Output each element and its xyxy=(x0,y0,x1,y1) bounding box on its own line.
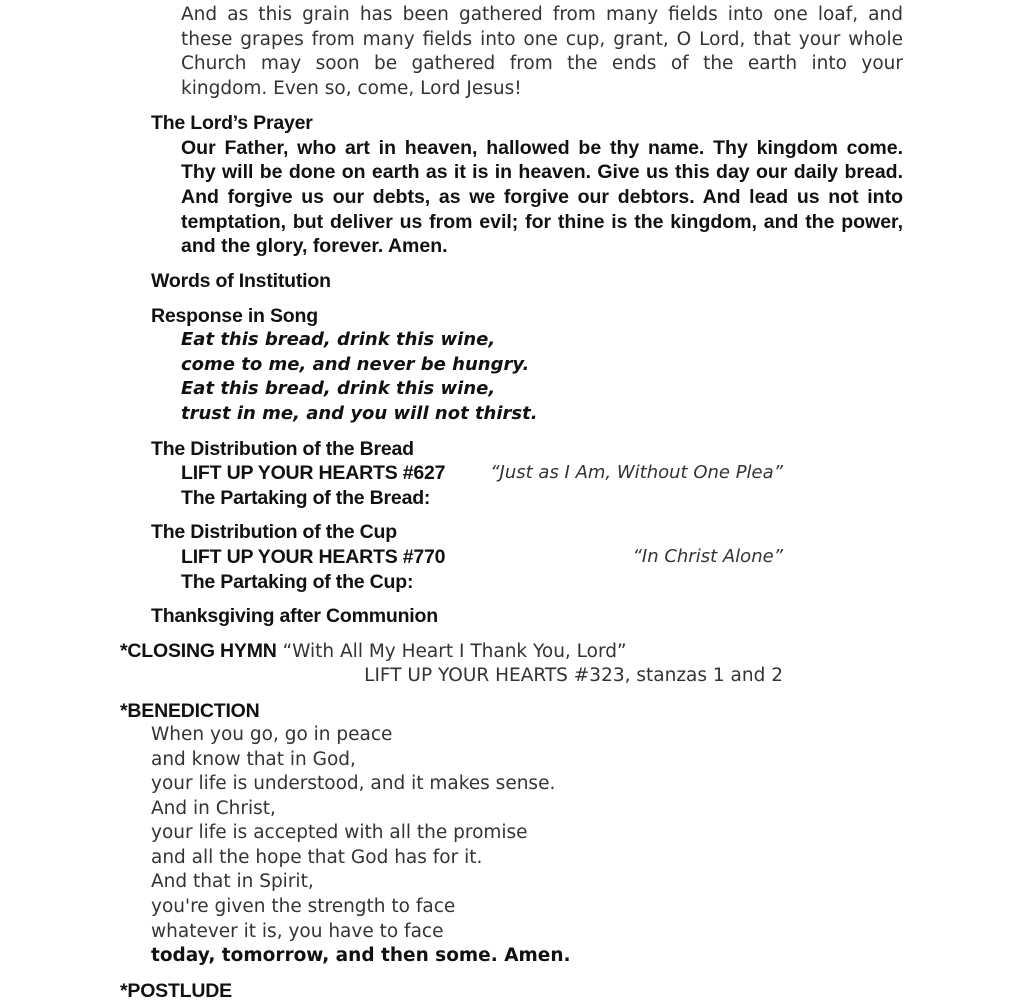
lyric-line: come to me, and never be hungry. xyxy=(181,354,530,375)
benediction-line: When you go, go in peace xyxy=(151,724,393,745)
prayer-line: Our Father, who art in heaven, hallowed be thy name. Thy kingdom come. xyxy=(181,137,903,159)
benediction-closing-line: today, tomorrow, and then some. Amen. xyxy=(151,945,571,966)
benediction-line: And in Christ, xyxy=(151,798,276,819)
benediction-line: your life is understood, and it makes sense. xyxy=(151,773,556,794)
closing-hymn-label: *CLOSING HYMN xyxy=(120,640,277,662)
paragraph-line: kingdom. Even so, come, Lord Jesus! xyxy=(181,78,522,99)
benediction-label: *BENEDICTION xyxy=(120,700,260,722)
lyric-line: Eat this bread, drink this wine, xyxy=(181,329,496,350)
partaking-bread-label: The Partaking of the Bread: xyxy=(181,487,431,509)
partaking-cup-label: The Partaking of the Cup: xyxy=(181,571,414,593)
lyric-line: Eat this bread, drink this wine, xyxy=(181,378,496,399)
cup-hymn-reference: LIFT UP YOUR HEARTS #770 xyxy=(181,546,446,568)
prayer-line: Thy will be done on earth as it is in heaven. Give us this day our daily bread. xyxy=(181,161,903,183)
bread-hymn-reference: LIFT UP YOUR HEARTS #627 xyxy=(181,462,446,484)
paragraph-line: Church may soon be gathered from the ends of the earth into your xyxy=(181,53,903,74)
prayer-line: and the glory, forever. Amen. xyxy=(181,235,448,257)
cup-hymn-title: “In Christ Alone” xyxy=(632,546,783,567)
closing-hymn-reference: LIFT UP YOUR HEARTS #323, stanzas 1 and 2 xyxy=(364,665,783,686)
prayer-line: temptation, but deliver us from evil; for thine is the kingdom, and the power, xyxy=(181,211,903,233)
benediction-line: you're given the strength to face xyxy=(151,896,456,917)
benediction-line: And that in Spirit, xyxy=(151,871,314,892)
prayer-line: And forgive us our debts, as we forgive our debtors. And lead us not into xyxy=(181,186,903,208)
words-of-institution-heading: Words of Institution xyxy=(151,270,331,292)
paragraph-line: these grapes from many fields into one cup, grant, O Lord, that your whole xyxy=(181,29,903,50)
postlude-label: *POSTLUDE xyxy=(120,980,232,1002)
response-in-song-heading: Response in Song xyxy=(151,305,318,327)
benediction-line: your life is accepted with all the promise xyxy=(151,822,528,843)
bread-hymn-title: “Just as I Am, Without One Plea” xyxy=(490,462,783,483)
thanksgiving-heading: Thanksgiving after Communion xyxy=(151,605,438,627)
distribution-bread-heading: The Distribution of the Bread xyxy=(151,438,414,460)
paragraph-line: And as this grain has been gathered from many fields into one loaf, and xyxy=(181,4,903,25)
distribution-cup-heading: The Distribution of the Cup xyxy=(151,521,397,543)
benediction-line: and know that in God, xyxy=(151,749,356,770)
closing-hymn-title: “With All My Heart I Thank You, Lord” xyxy=(282,641,627,662)
lords-prayer-heading: The Lord’s Prayer xyxy=(151,112,313,134)
lyric-line: trust in me, and you will not thirst. xyxy=(181,403,538,424)
benediction-line: and all the hope that God has for it. xyxy=(151,847,483,868)
benediction-line: whatever it is, you have to face xyxy=(151,921,444,942)
closing-hymn-row xyxy=(120,639,627,665)
